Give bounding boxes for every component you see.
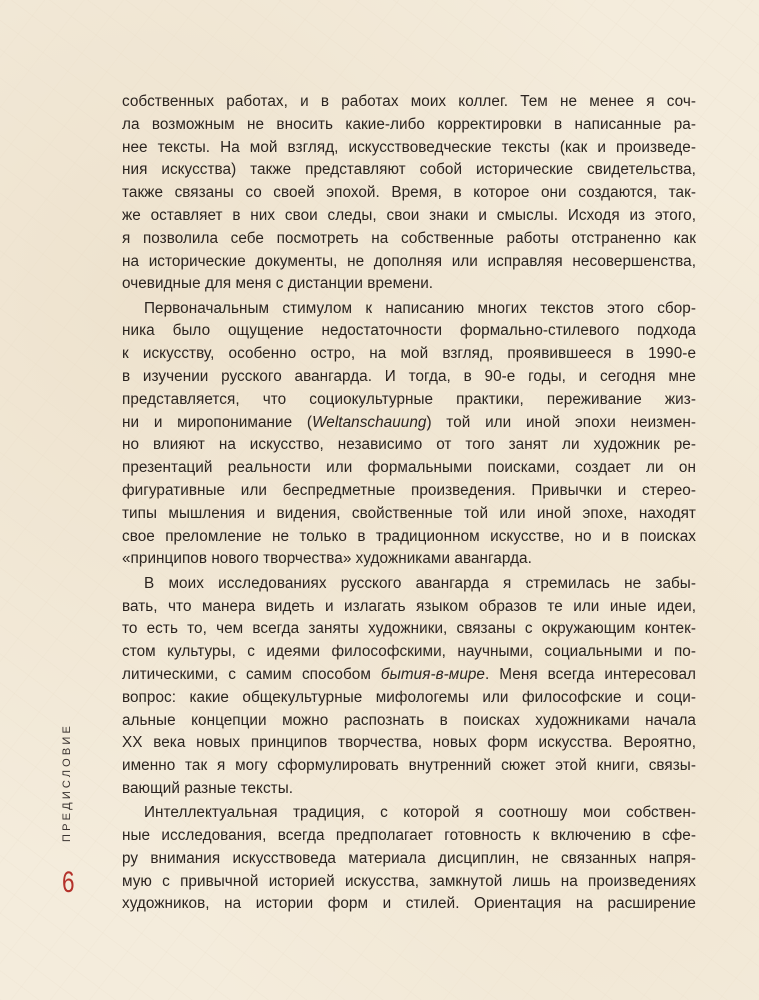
text-run: но влияют на искусство, независимо от того занят ли художник ре- [122, 436, 696, 454]
text-line [122, 573, 696, 596]
text-run: же оставляет в них свои следы, свои знаки и смыслы. Исходя из этого, [122, 206, 696, 224]
text-run: мую с привычной историей искусства, замкнутой лишь на произведениях [122, 872, 696, 890]
text-line [122, 893, 696, 916]
text-run: в изучении русского авангарда. И тогда, в 90-е годы, и сегодня мне [122, 368, 696, 386]
text-run: XX века новых принципов творчества, новых форм искусства. Вероятно, [122, 734, 696, 752]
text-line [122, 366, 696, 389]
page-number: 6 [62, 866, 75, 899]
body-text [122, 91, 696, 918]
text-line [122, 710, 696, 733]
text-run: нее тексты. На мой взгляд, искусствоведческие тексты (как и произведе- [122, 138, 696, 156]
text-line [122, 871, 696, 894]
text-run: В моих исследованиях русского авангарда я стремилась не забы- [144, 574, 696, 592]
italic-term: бытия-в-мире [380, 665, 485, 683]
text-line [122, 778, 696, 801]
text-line [122, 457, 696, 480]
text-line [122, 825, 696, 848]
text-line [122, 114, 696, 137]
text-run: стом культуры, с идеями философскими, научными, социальными и по- [122, 643, 696, 661]
text-line [122, 298, 696, 321]
text-run: фигуративные или беспредметные произведения. Привычки и стерео- [122, 482, 696, 500]
text-line [122, 687, 696, 710]
text-line [122, 205, 696, 228]
running-head: ПРЕДИСЛОВИЕ [61, 722, 73, 842]
text-line [122, 526, 696, 549]
text-line [122, 434, 696, 457]
text-line [122, 273, 696, 296]
text-line [122, 159, 696, 182]
text-line [122, 91, 696, 114]
text-line [122, 848, 696, 871]
text-line [122, 228, 696, 251]
text-run: Интеллектуальная традиция, с которой я соотношу мои собствен- [144, 804, 696, 822]
text-run: вать, что манера видеть и излагать языком образов те или иные идеи, [122, 597, 696, 615]
text-line [122, 641, 696, 664]
text-run: на исторические документы, не дополняя или исправляя несовершенства, [122, 252, 696, 270]
text-line [122, 182, 696, 205]
text-run: ни и миропонимание ( [122, 413, 313, 431]
text-run: представляется, что социокультурные практики, переживание жиз- [122, 390, 696, 408]
text-line [122, 343, 696, 366]
text-line [122, 548, 696, 571]
text-run: ла возможным не вносить какие-либо корректировки в написанные ра- [122, 115, 696, 133]
text-line [122, 251, 696, 274]
text-run: именно так я могу сформулировать внутренний сюжет этой книги, связы- [122, 757, 696, 775]
text-run: очевидные для меня с дистанции времени. [122, 275, 434, 293]
text-line [122, 412, 696, 435]
text-line [122, 618, 696, 641]
text-line [122, 802, 696, 825]
text-run: . Меня всегда интересовал [485, 665, 696, 683]
text-run: типы мышления и видения, свойственные той или иной эпохе, находят [122, 504, 696, 522]
text-line [122, 389, 696, 412]
text-run: «принципов нового творчества» художниками авангарда. [122, 550, 532, 568]
text-run: литическими, с самим способом [122, 665, 381, 683]
text-run: Первоначальным стимулом к написанию многих текстов этого сбор- [144, 299, 696, 317]
text-run: вающий разные тексты. [122, 779, 294, 797]
text-run: вопрос: какие общекультурные мифологемы или философские и соци- [122, 688, 696, 706]
italic-term: Weltanschauung [312, 413, 427, 431]
text-run: я позволила себе посмотреть на собственные работы отстраненно как [122, 229, 696, 247]
text-run: ния искусства) также представляют собой исторические свидетельства, [122, 161, 696, 179]
text-run: художников, на истории форм и стилей. Ориентация на расширение [122, 895, 696, 913]
paragraph [122, 91, 696, 296]
text-run: к искусству, особенно остро, на мой взгляд, проявившееся в 1990-е [122, 345, 696, 363]
text-run: ника было ощущение недостаточности формально-стилевого подхода [122, 322, 696, 340]
text-line [122, 664, 696, 687]
text-run: ) той или иной эпохи неизмен- [426, 413, 697, 431]
text-line [122, 755, 696, 778]
text-run: презентаций реальности или формальными поисками, создает ли он [122, 459, 696, 477]
text-line [122, 732, 696, 755]
text-run: свое преломление не только в традиционном искусстве, но и в поисках [122, 527, 696, 545]
text-line [122, 480, 696, 503]
text-run: собственных работах, и в работах моих коллег. Тем не менее я соч- [122, 93, 696, 110]
text-line [122, 137, 696, 160]
text-run: также связаны со своей эпохой. Время, в которое они создаются, так- [122, 184, 696, 202]
text-run: альные концепции можно распознать в поисках художниками начала [122, 711, 696, 729]
text-line [122, 320, 696, 343]
text-run: ные исследования, всегда предполагает готовность к включению в сфе- [122, 827, 696, 844]
text-line [122, 596, 696, 619]
paragraph [122, 573, 696, 801]
text-run: то есть то, чем всегда заняты художники, связаны с окружающим контек- [122, 620, 696, 638]
paragraph [122, 802, 696, 916]
paragraph [122, 298, 696, 572]
text-run: ру внимания искусствоведа материала дисциплин, не связанных напря- [122, 849, 696, 867]
text-line [122, 503, 696, 526]
